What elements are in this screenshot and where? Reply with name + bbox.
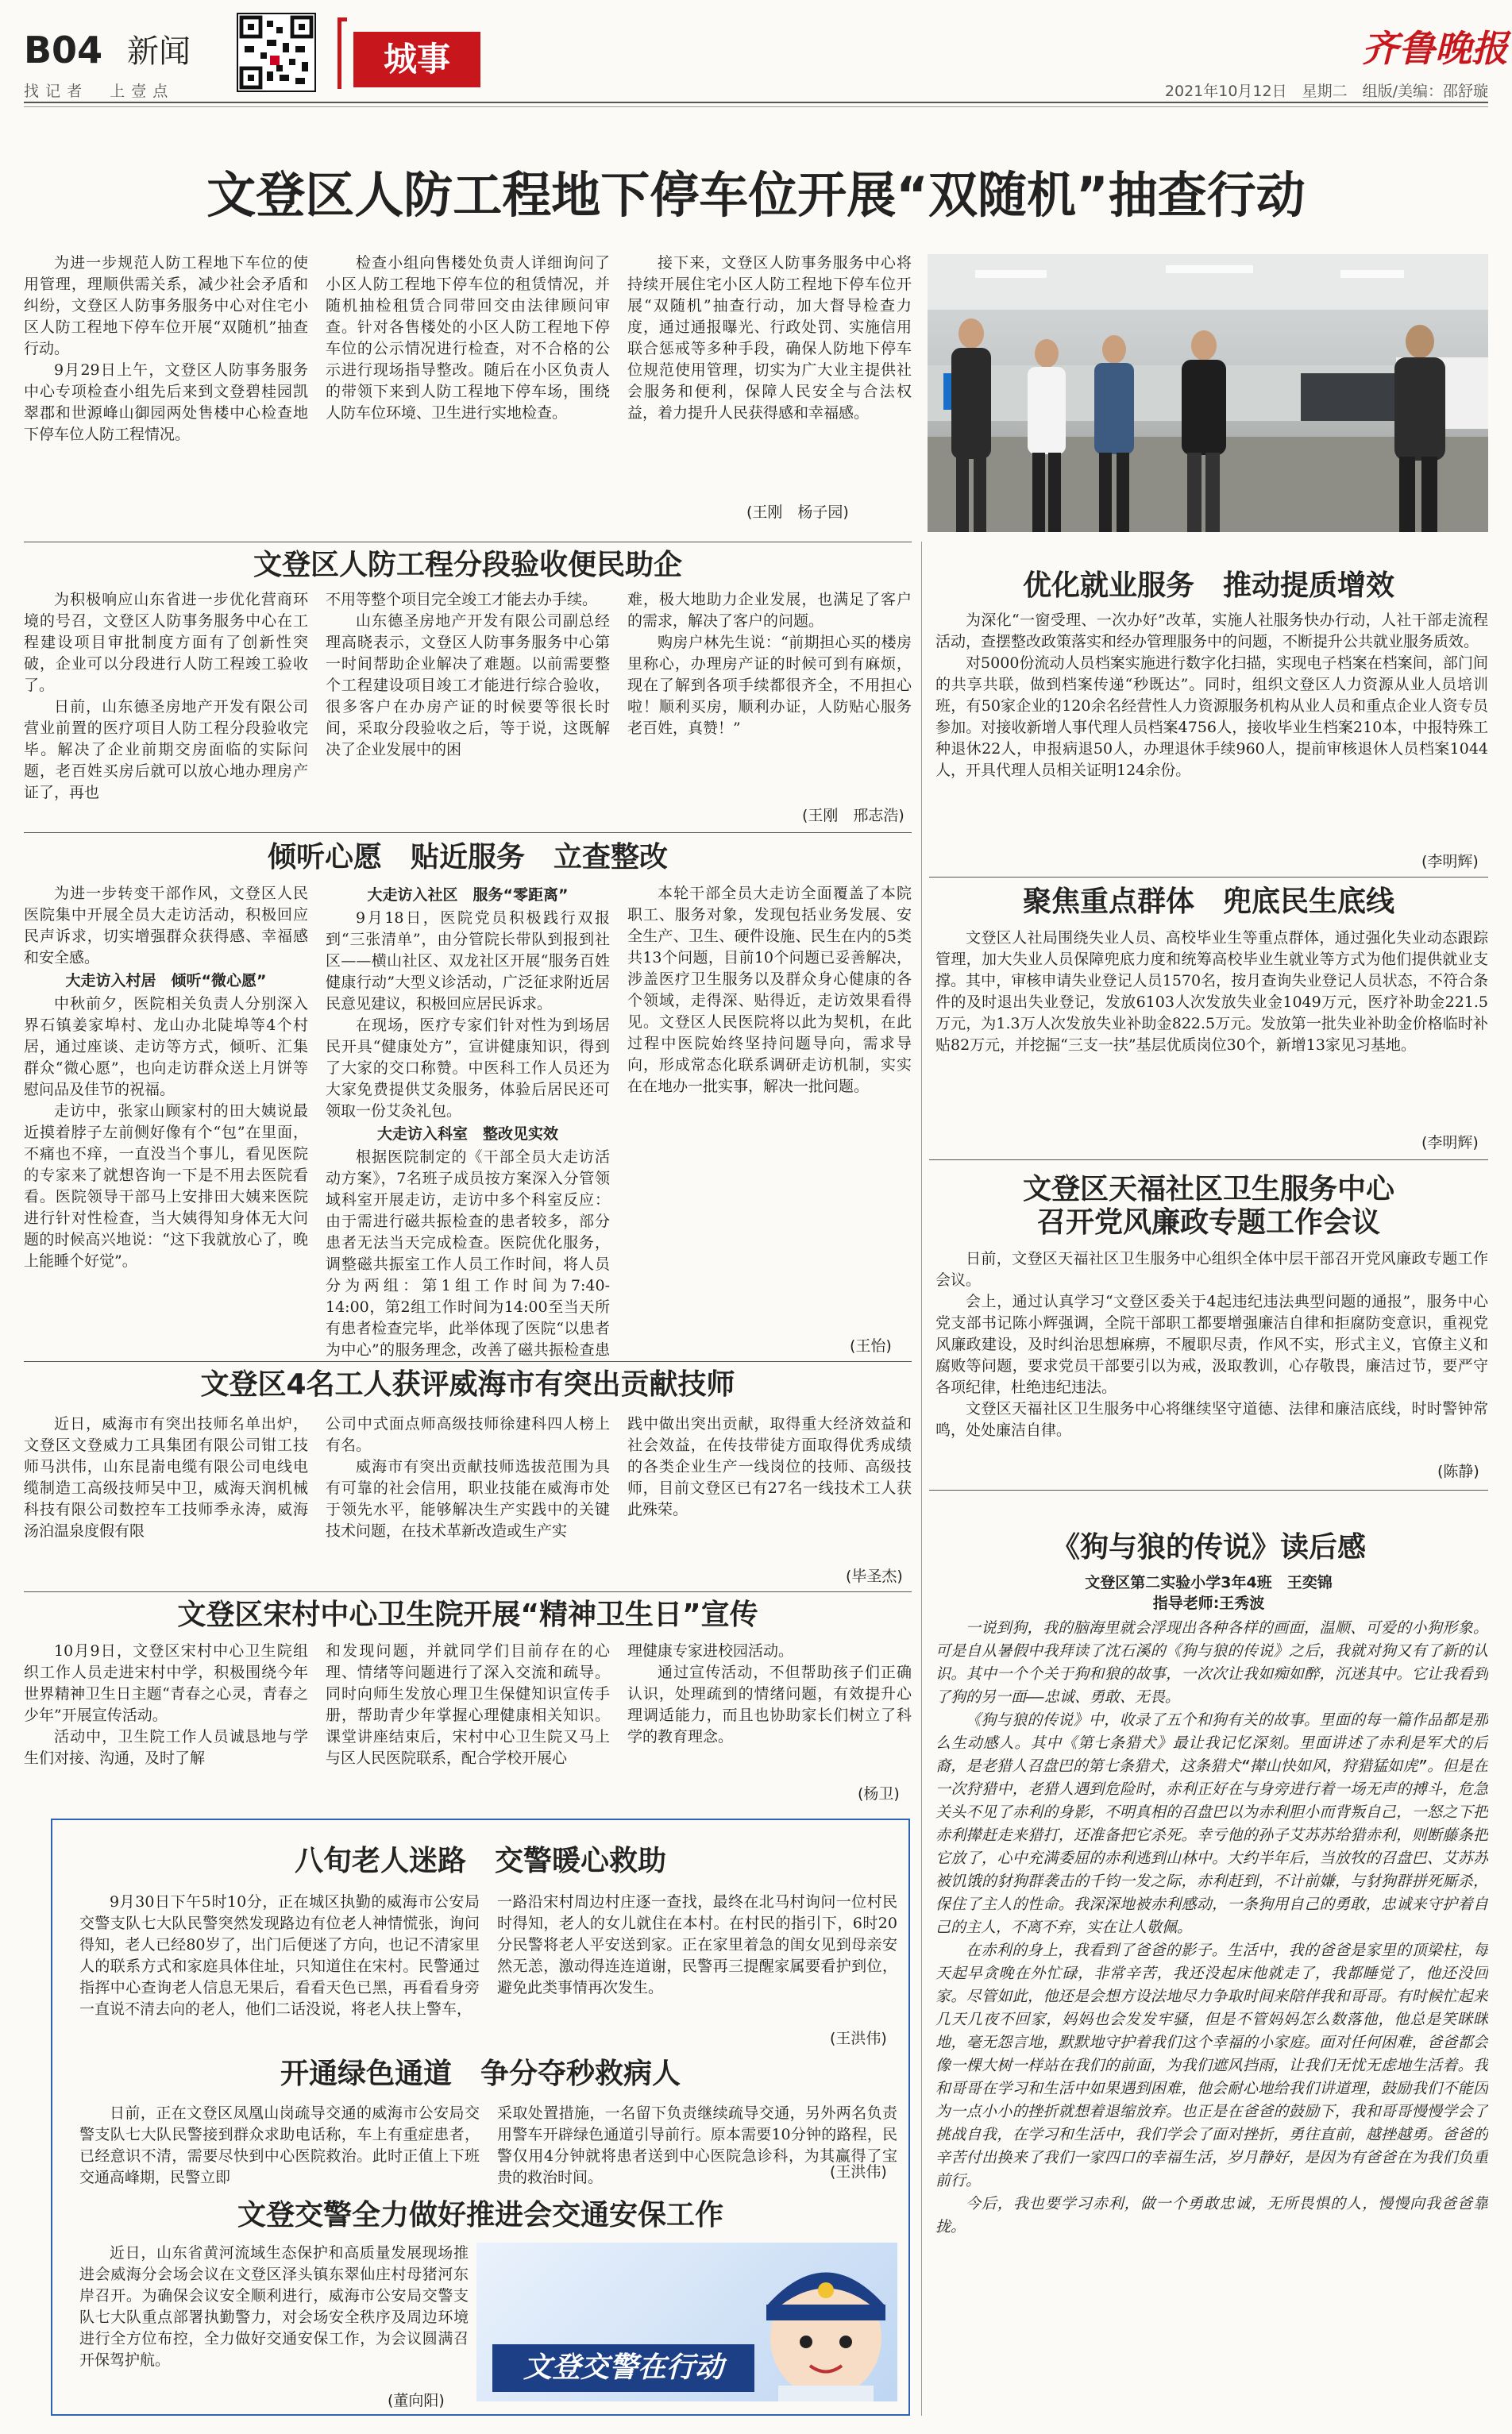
paragraph: 文登区天福社区卫生服务中心将继续坚守道德、法律和廉洁底线，时时警钟常鸣，处处廉洁自律。 — [935, 1400, 1488, 1439]
paragraph: 9月30日下午5时10分，正在城区执勤的威海市公安局交警支队七大队民警突然发现路边有位老人神情慌张，询问得知，老人已经80岁了，出门后便迷了方向，也记不清家里人的联系方式和家庭具体住址，只知道住在宋村。民警通过指挥中心查询老人信息无果后，看看天色已黑，再看看身旁一直说不清去向的老人，他们二话没说，将老人扶上警车， — [79, 1893, 480, 2018]
paragraph: 为积极响应山东省进一步优化营商环境的号召，文登区人防事务服务中心在工程建设项目审批制度方面有了创新性突破，企业可以分段进行人防工程竣工验收了。 — [24, 591, 308, 694]
paragraph: 日前，正在文登区凤凰山岗疏导交通的威海市公安局交警支队七大队民警接到群众求助电话称，车上有重症患者，已经意识不清，需要尽快到中心医院救治。此时正值上下班交通高峰期，民警立即 — [79, 2104, 480, 2186]
headline-green-channel: 开通绿色通道 争分夺秒救病人 — [280, 2058, 681, 2090]
paragraph: 文登区人社局围绕失业人员、高校毕业生等重点群体，通过强化失业动态跟踪管理，加大失业人员保障兜底力度和统筹高校毕业生就业等方式为他们提供就业支撑。其中，审核申请失业登记人员1570名，按月查询失业登记人员状态，不符合条件的及时退出失业登记，发放6103人次发放失业金1049万元，医疗补助金221.5万元，为1.3万人次发放失业补助金822.5万元。发放第一批失业补助金价格临时补贴82万元，并挖掘“三支一扶”基层优质岗位30个，新增13家见习基地。 — [935, 929, 1488, 1054]
paragraph: 为进一步转变干部作风，文登区人民医院集中开展全员大走访活动，积极回应民声诉求，切实增强群众获得感、幸福感和安全感。 — [24, 885, 308, 966]
paragraph: 难，极大地助力企业发展，也满足了客户的需求，解决了客户的问题。 — [627, 591, 912, 630]
section-name: 新闻 — [127, 33, 191, 70]
paragraph: 购房户林先生说：“前期担心买的楼房里称心，办理房产证的时候可到有麻烦，现在了解到各项手续都很齐全，不用担心啦！顺利买房，顺利办证，人防贴心服务老百姓，真赞！” — [627, 634, 912, 737]
page-number: B04 — [24, 29, 103, 71]
headline-security-work: 文登交警全力做好推进会交通安保工作 — [237, 2199, 723, 2231]
section-tag-bracket-icon — [338, 17, 347, 89]
paragraph: 采取处置措施，一名留下负责继续疏导交通，另外两名负责用警车开辟绿色通道引导前行。原本需要10分钟的路程，民警仅用4分钟就将患者送到中心医院急诊科，为其赢得了宝贵的救治时间。 — [497, 2104, 897, 2186]
byline: (王刚 邢志浩) — [802, 807, 904, 824]
headline-tianfu-center: 文登区天福社区卫生服务中心 — [1022, 1173, 1394, 1205]
paragraph: 10月9日，文登区宋村中心卫生院组织工作人员走进宋村中学，积极围绕今年世界精神卫生日主题“青春之心灵，青春之少年”开展宣传活动。 — [24, 1642, 308, 1724]
paragraph: 根据医院制定的《干部全员大走访活动方案》，7名班子成员按方案深入分管领域科室开展走访，走访中多个科室反应：由于需进行磁共振检查的患者较多，部分患者无法当天完成检查。医院优化服务，调整磁共振室工作人员工作时间，将人员分为两组：第1组工作时间为7:40-14:00，第2组工作时间为14:00至当天所有患者检查完毕，此举体现了医院“以患者为中心”的服务理念，改善了磁共振检查患 — [326, 1148, 610, 1359]
byline: (王刚 杨子园) — [746, 503, 849, 521]
essay-author: 文登区第二实验小学3年4班 王奕锦 — [1085, 1574, 1333, 1591]
headline-technicians: 文登区4名工人获评威海市有突出贡献技师 — [200, 1368, 735, 1401]
essay-paragraph: 《狗与狼的传说》中，收录了五个和狗有关的故事。里面的每一篇作品都是那么生动感人。其中《第七条猎犬》最让我记忆深刻。里面讲述了赤利是军犬的后裔，是老猎人召盘巴的第七条猎犬，这条猎犬“撵山快如风，狩猎猛如虎”。但是在一次狩猎中，老猎人遇到危险时，赤利正好在与身旁进行着一场无声的搏斗，危急关头不见了赤利的身影，不明真相的召盘巴以为赤利胆小而背叛自己，一怒之下把赤利撵赶走来猎打，还准备把它杀死。幸亏他的孙子艾苏苏给猎赤利，则断藤条把它放了，心中充满委屈的赤利逃到山林中。大约半年后，当放牧的召盘巴、艾苏苏被饥饿的豺狗群袭击的千钧一发之际，赤利赶到，不计前嫌，与豺狗群拼死厮杀，保住了主人的性命。我深深地被赤利感动，一条狗用自己的勇敢，忠诚来守护着自己的主人，不离不弃，实在让人敬佩。 — [935, 1711, 1488, 1936]
paragraph: 不用等整个项目完全竣工才能去办手续。 — [326, 591, 598, 608]
essay-paragraph: 一说到狗，我的脑海里就会浮现出各种各样的画面，温顺、可爱的小狗形象。可是自从暑假中我拜读了沈石溪的《狗与狼的传说》之后，我就对狗又有了新的认识。其中一个个关于狗和狼的故事，一次次让我如痴如醉，沉迷其中。它让我看到了狗的另一面——忠诚、勇敢、无畏。 — [935, 1619, 1488, 1706]
paragraph: 走访中，张家山顾家村的田大姨说最近摸着脖子左前侧好像有个“包”在里面，不痛也不痒，一直没当个事儿，看见医院的专家来了就想咨询一下是不用去医院看看。医院领导干部马上安排田大姨来医院进行针对性检查，当大姨得知身体无大问题的时候高兴地说：“这下我就放心了，晚上能睡个好觉”。 — [24, 1102, 308, 1270]
header-rule-thin — [24, 106, 1488, 107]
traffic-police-banner — [476, 2243, 897, 2401]
byline: (李明辉) — [1421, 853, 1479, 870]
paragraph: 公司中式面点师高级技师徐建科四人榜上有名。 — [326, 1415, 610, 1454]
paragraph: 一路沿宋村周边村庄逐一查找，最终在北马村询问一位村民时得知，老人的女儿就住在本村。在村民的指引下，6时20分民警将老人平安送到家。正在家里着急的闺女见到母亲安然无恙，激动得连连道谢，民警再三提醒家属要看护到位，避免此类事情再次发生。 — [497, 1893, 897, 1996]
essay-teacher: 指导老师:王秀波 — [1152, 1595, 1265, 1612]
subheading: 大走访入村居 倾听“微心愿” — [65, 972, 267, 989]
headline-civil-defense-inspection: 文登区人防工程地下停车位开展“双随机”抽查行动 — [206, 166, 1306, 224]
header-rule — [24, 102, 1488, 103]
qr-code-icon — [237, 13, 316, 92]
byline: (李明辉) — [1421, 1134, 1479, 1151]
paragraph: 9月29日上午，文登区人防事务服务中心专项检查小组先后来到文登碧桂园凯翠郡和世源峰山御园两处售楼中心检查地下停车位人防工程情况。 — [24, 361, 308, 443]
paragraph: 威海市有突出贡献技师选拔范围为具有可靠的社会信用，职业技能在威海市处于领先水平，能够解决生产实践中的关键技术问题，在技术革新改造或生产实 — [326, 1458, 610, 1540]
section-tag: 城事 — [353, 32, 480, 87]
dateline: 2021年10月12日 星期二 组版/美编：邵舒璇 — [1164, 83, 1488, 100]
paragraph: 理健康专家进校园活动。 — [627, 1642, 794, 1660]
subheading: 大走访入社区 服务“零距离” — [367, 886, 569, 904]
headline-hospital-visits: 倾听心愿 贴近服务 立查整改 — [267, 841, 668, 874]
byline: (杨卫) — [858, 1785, 900, 1803]
paragraph: 近日，威海市有突出技师名单出炉，文登区文登威力工具集团有限公司钳工技师马洪伟，山东昆嵛电缆有限公司电线电缆制造工高级技师吴中卫，威海天润机械科技有限公司数控车工技师季永涛，威海汤泊温泉度假有限 — [24, 1415, 308, 1540]
paragraph: 近日，山东省黄河流域生态保护和高质量发展现场推进会威海分会场会议在文登区泽头镇东翠仙庄村母猪河东岸召开。为确保会议安全顺利进行，威海市公安局交警支队七大队重点部署执勤警力，对会场安全秩序及周边环境进行全方位布控，全力做好交通安保工作，为会议圆满召开保驾护航。 — [79, 2244, 469, 2369]
headline-employment-service: 优化就业服务 推动提质增效 — [1022, 569, 1394, 602]
paragraph: 9月18日，医院党员积极践行双报到“三张清单”，由分管院长带队到报到社区——横山社区、双龙社区开展“服务百姓健康行动”大型义诊活动，广泛征求附近居民意见建议，积极回应居民诉求。 — [326, 909, 610, 1013]
paragraph: 和发现问题，并就同学们目前存在的心理、情绪等问题进行了深入交流和疏导。同时向师生发放心理卫生保健知识宣传手册，帮助青少年掌握心理健康相关知识。课堂讲座结束后，宋村中心卫生院又马上与区人民医院联系，配合学校开展心 — [326, 1642, 610, 1767]
byline: (王洪伟) — [830, 2163, 887, 2181]
paragraph: 践中做出突出贡献，取得重大经济效益和社会效益，在传技带徒方面取得优秀成绩的各类企业生产一线岗位的技师、高级技师，目前文登区已有27名一线技术工人获此殊荣。 — [627, 1415, 912, 1518]
byline: (陈静) — [1437, 1463, 1479, 1480]
inspection-photo — [928, 254, 1488, 532]
column-divider — [921, 542, 922, 2416]
essay-paragraph: 在赤利的身上，我看到了爸爸的影子。生活中，我的爸爸是家里的顶梁柱，每天起早贪晚在外忙碌，非常辛苦，我还没起床他就走了，我都睡觉了，他还没回家。尽管如此，他还是会想方设法地尽力争取时间来陪伴我和哥哥。有时候忙起来几天几夜不回家，妈妈也会发发牢骚，但是不管妈妈怎么数落他，他总是笑眯眯地，毫无怨言地，默默地守护着我们这个幸福的小家庭。面对任何困难，爸爸都会像一棵大树一样站在我们的前面，为我们遮风挡雨，让我们无忧无虑地生活着。我和哥哥在学习和生活中如果遇到困难，他会耐心地给我们讲道理，鼓励我们不能因为一点小小的挫折就想着退缩放弃。也正是在爸爸的鼓励下，我和哥哥慢慢学会了挑战自我，在学习和生活中，我们学会了面对挫折，勇往直前，越挫越勇。爸爸的辛苦付出换来了我们一家四口的幸福生活，岁月静好，是因为有爸爸在为我们负重前行。 — [935, 1942, 1488, 2189]
newspaper-logo: 齐鲁晚报 — [1362, 27, 1508, 70]
paragraph: 检查小组向售楼处负责人详细询问了小区人防工程地下停车位的租赁情况，并随机抽检租赁合同带回交由法律顾问审查。针对各售楼处的小区人防工程地下停车位的公示情况进行检查，对不合格的公示进行现场指导整改。随后在小区负责人的带领下来到人防工程地下停车场，围绕人防车位环境、卫生进行实地检查。 — [326, 254, 610, 422]
headline-staged-acceptance: 文登区人防工程分段验收便民助企 — [253, 549, 682, 581]
headline-book-review: 《狗与狼的传说》读后感 — [1051, 1530, 1366, 1564]
byline: (王洪伟) — [830, 2030, 887, 2047]
paragraph: 山东德圣房地产开发有限公司副总经理高晓表示，文登区人防事务服务中心第一时间帮助企业解决了难题。以前需要整个工程建设项目竣工才能进行综合验收，很多客户在办房产证的时候要等很长时间，采取分段验收之后，等于说，这既解决了企业发展中的困 — [326, 612, 610, 758]
paragraph: 日前，山东德圣房地产开发有限公司营业前置的医疗项目人防工程分段验收完毕。解决了企业前期交房面临的实际问题，老百姓买房后就可以放心地办理房产证了，再也 — [24, 698, 308, 801]
byline: (毕圣杰) — [846, 1568, 903, 1585]
paragraph: 对5000份流动人员档案实施进行数字化扫描，实现电子档案在档案间，部门间的共享共联，做到档案传递“秒既达”。同时，组织文登区人力资源从业人员培训班，有50家企业的120余名经营性人力资源服务机构从业人员和重点企业人资专员参加。对接收新增人事代理人员档案4756人，接收毕业生档案210本，中报特殊工种退休22人，申报病退50人，办理退休手续960人，提前审核退休人员档案1044人，开具代理人员相关证明124余份。 — [935, 654, 1488, 779]
headline-key-groups: 聚焦重点群体 兜底民生底线 — [1022, 885, 1394, 918]
subheading: 大走访入科室 整改见实效 — [376, 1125, 558, 1143]
headline-elderly-lost: 八旬老人迷路 交警暖心救助 — [294, 1845, 666, 1877]
paragraph: 通过宣传活动，不但帮助孩子们正确认识，处理疏到的情绪问题，有效提升心理调适能力，而且也协助家长们树立了科学的教育理念。 — [627, 1664, 912, 1745]
byline: (王怡) — [850, 1337, 892, 1355]
paragraph: 活动中，卫生院工作人员诚恳地与学生们对接、沟通，及时了解 — [24, 1728, 308, 1767]
banner-text: 文登交警在行动 — [492, 2344, 754, 2392]
paragraph: 中秋前夕，医院相关负责人分别深入界石镇姜家埠村、龙山办北陡埠等4个村居，通过座谈、走访等方式，倾听、汇集群众“微心愿”，也向走访群众送上月饼等慰问品及佳节的祝福。 — [24, 995, 308, 1098]
paragraph: 接下来，文登区人防事务服务中心将持续开展住宅小区人防工程地下停车位开展“双随机”抽查行动，加大督导检查力度，通过通报曝光、行政处罚、实施信用联合惩戒等多种手段，确保人防地下停车位规范使用管理，切实为广大业主提供社会服务和便利，保障人民安全与合法权益，着力提升人民获得感和幸福感。 — [627, 254, 912, 422]
paragraph: 日前，文登区天福社区卫生服务中心组织全体中层干部召开党风廉政专题工作会议。 — [935, 1250, 1488, 1289]
byline: (董向阳) — [388, 2392, 445, 2409]
paragraph: 本轮干部全员大走访全面覆盖了本院职工、服务对象，发现包括业务发展、安全生产、卫生、硬件设施、民生在内的5类共13个问题，目前10个问题已妥善解决，涉盖医疗卫生服务以及群众身心健康的各个领域，走得深、贴得近，走访效果看得见。文登区人民医院将以此为契机，在此过程中医院始终坚持问题导向，需求导向，形成常态化联系调研走访机制，实实在在地办一批实事，解决一批问题。 — [627, 885, 912, 1095]
paragraph: 为深化“一窗受理、一次办好”改革，实施人社服务快办行动，人社干部走流程活动，查摆整改政策落实和经办管理服务中的问题，不断提升公共就业服务质效。 — [935, 611, 1488, 650]
headline-mental-health-day: 文登区宋村中心卫生院开展“精神卫生日”宣传 — [177, 1599, 758, 1631]
paragraph: 为进一步规范人防工程地下车位的使用管理，理顺供需关系，减少社会矛盾和纠纷，文登区人防事务服务中心对住宅小区人防工程地下停车位开展“双随机”抽查行动。 — [24, 254, 308, 357]
essay-paragraph: 今后，我也要学习赤利，做一个勇敢忠诚，无所畏惧的人，慢慢向我爸爸靠拢。 — [935, 2195, 1488, 2235]
headline-tianfu-meeting: 召开党风廉政专题工作会议 — [1036, 1206, 1380, 1239]
header-slogan: 找 记 者 上 壹 点 — [24, 83, 169, 100]
paragraph: 会上，通过认真学习“文登区委关于4起违纪违法典型问题的通报”，服务中心党支部书记陈小辉强调，全院干部职工都要增强廉洁自律和拒腐防变意识，重视党风廉政建设，及时纠治思想麻痹，不履职尽责，作风不实，形式主义，官僚主义和腐败等问题，要求党员干部要引以为戒，汲取教训，心存敬畏，廉洁过节，要严守各项纪律，杜绝违纪违法。 — [935, 1293, 1488, 1396]
paragraph: 在现场，医疗专家们针对性为到场居民开具“健康处方”，宣讲健康知识，得到了大家的交口称赞。中医科工作人员还为大家免费提供艾灸服务，体验后居民还可领取一份艾灸礼包。 — [326, 1016, 610, 1120]
